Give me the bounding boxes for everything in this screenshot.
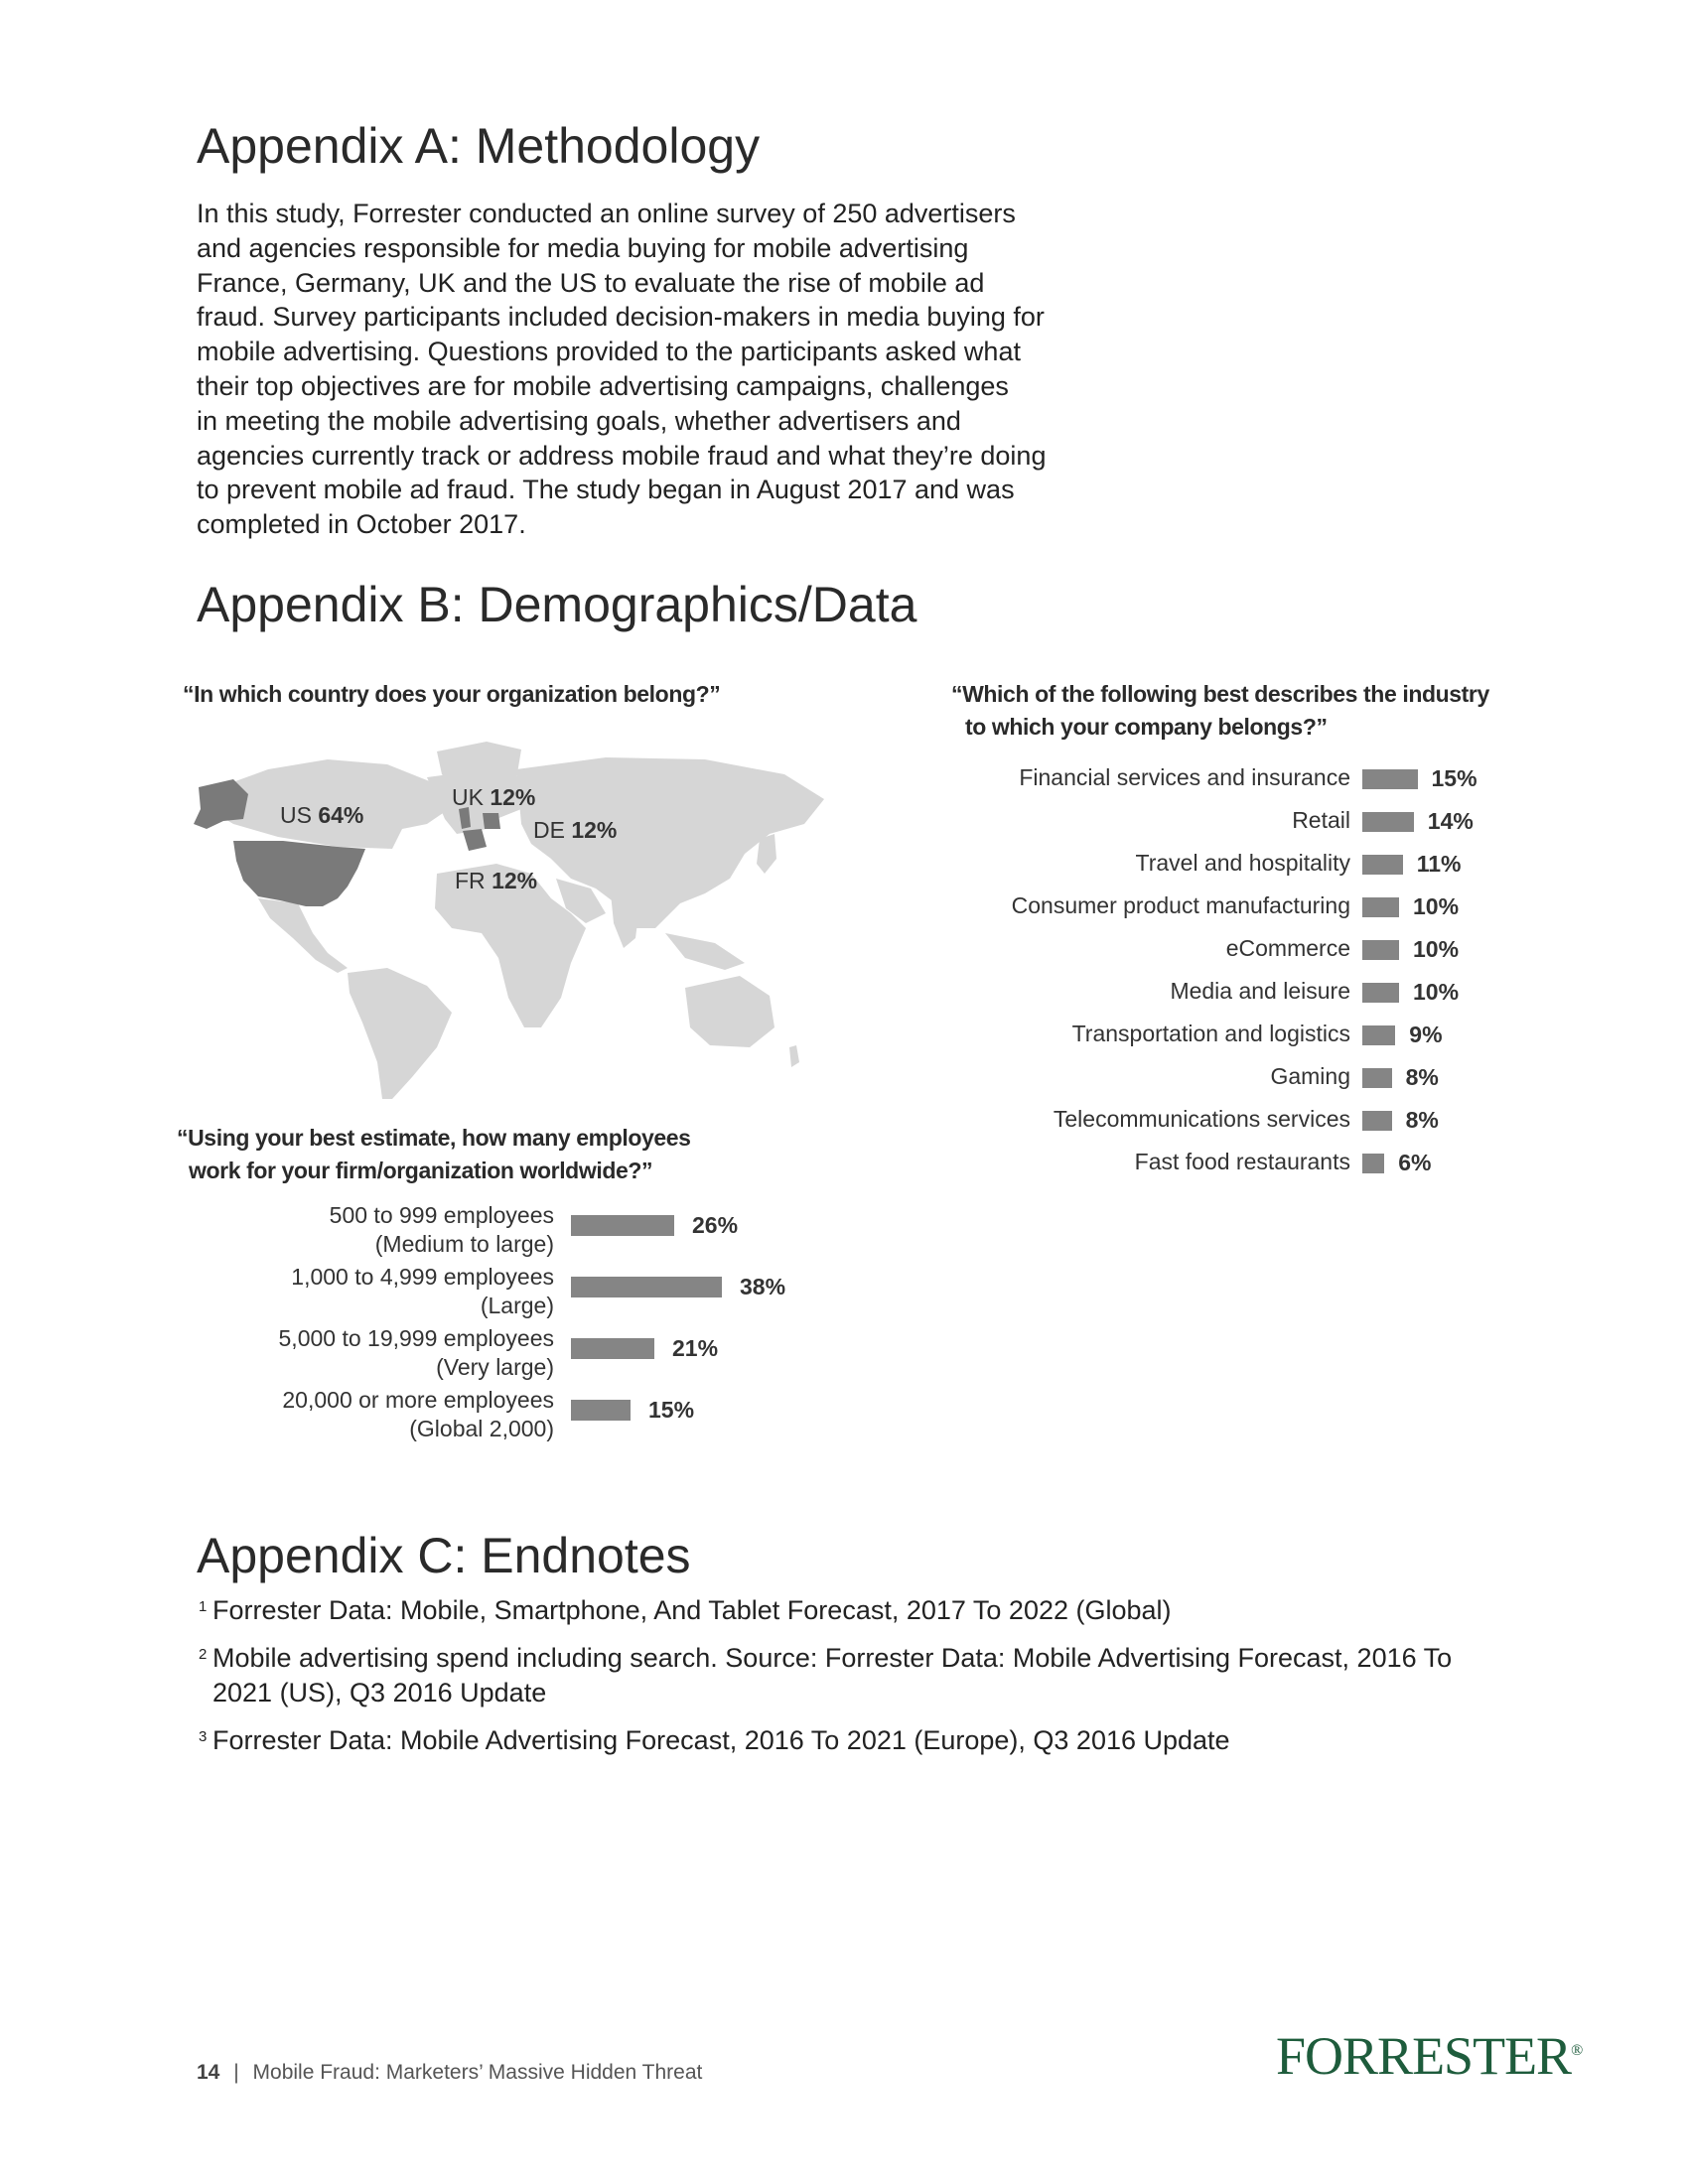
industry-label: Consumer product manufacturing bbox=[1011, 892, 1350, 918]
appendix-b-title: Appendix B: Demographics/Data bbox=[197, 577, 917, 632]
bar-value-label: 9% bbox=[1409, 1022, 1443, 1047]
industry-labels bbox=[953, 764, 1350, 1191]
appendix-c-title: Appendix C: Endnotes bbox=[197, 1528, 691, 1583]
forrester-logo bbox=[1276, 2025, 1582, 2087]
bar-2 bbox=[1362, 855, 1403, 875]
employee-chart bbox=[228, 1201, 824, 1449]
bar-1 bbox=[571, 1277, 722, 1297]
bar-1 bbox=[1362, 812, 1414, 832]
footer-separator: | bbox=[233, 2061, 239, 2084]
country-question bbox=[183, 678, 720, 711]
bar-0 bbox=[571, 1215, 674, 1236]
bar-7 bbox=[1362, 1068, 1392, 1088]
endnote-3 bbox=[199, 1723, 1230, 1758]
bar-value-label: 8% bbox=[1405, 1064, 1439, 1090]
industry-label: Travel and hospitality bbox=[1135, 850, 1350, 876]
germany-shape bbox=[483, 813, 500, 829]
endnote-line: 2021 (US), Q3 2016 Update bbox=[212, 1678, 547, 1707]
bar-value-label: 15% bbox=[1431, 765, 1477, 791]
bar-value-label: 11% bbox=[1416, 851, 1462, 877]
industry-label: Media and leisure bbox=[1170, 978, 1350, 1004]
methodology-paragraph bbox=[197, 197, 1110, 542]
bar-8 bbox=[1362, 1111, 1392, 1131]
forrester-logo-text: FORRESTER bbox=[1276, 2026, 1572, 2086]
bar-value-label: 15% bbox=[648, 1396, 695, 1423]
bar-value-label: 38% bbox=[740, 1273, 786, 1299]
industry-label: Gaming bbox=[1270, 1063, 1350, 1089]
france-shape bbox=[463, 829, 487, 851]
employee-question bbox=[177, 1122, 691, 1187]
bar-value-label: 6% bbox=[1398, 1150, 1432, 1175]
bar-2 bbox=[571, 1338, 654, 1359]
bar-5 bbox=[1362, 983, 1399, 1003]
footer bbox=[197, 2061, 702, 2085]
employee-label: 5,000 to 19,999 employees (Very large) bbox=[278, 1325, 554, 1380]
bar-3 bbox=[571, 1400, 631, 1421]
bar-6 bbox=[1362, 1025, 1395, 1045]
endnote-2 bbox=[199, 1641, 1453, 1710]
endnote-number: 2 bbox=[199, 1646, 208, 1663]
endnote-1 bbox=[199, 1593, 1172, 1628]
map-label-fr: FR 12% bbox=[455, 868, 538, 893]
industry-chart bbox=[953, 764, 1509, 1191]
industry-question bbox=[951, 678, 1489, 744]
methodology-line: mobile advertising. Questions provided to the participants asked what bbox=[197, 337, 1021, 367]
endnote-line: Forrester Data: Mobile, Smartphone, And Tablet Forecast, 2017 To 2022 (Global) bbox=[212, 1595, 1172, 1625]
japan-shape bbox=[757, 834, 776, 874]
mexico-shape bbox=[258, 898, 348, 973]
methodology-line: In this study, Forrester conducted an online survey of 250 advertisers bbox=[197, 199, 1016, 228]
india-shape bbox=[611, 893, 640, 948]
methodology-line: completed in October 2017. bbox=[197, 509, 526, 540]
bar-value-label: 14% bbox=[1427, 808, 1474, 834]
employee-label: 1,000 to 4,999 employees (Large) bbox=[291, 1264, 554, 1318]
bar-0 bbox=[1362, 769, 1418, 789]
methodology-line: agencies currently track or address mobile fraud and what they’re doing bbox=[197, 440, 1047, 471]
employee-labels bbox=[228, 1201, 554, 1449]
methodology-line: to prevent mobile ad fraud. The study began in August 2017 and was bbox=[197, 475, 1015, 505]
world-map bbox=[189, 730, 834, 1107]
southeast-asia-shape bbox=[665, 933, 745, 970]
map-label-de: DE 12% bbox=[533, 817, 618, 843]
industry-label: Transportation and logistics bbox=[1071, 1021, 1350, 1046]
methodology-line: France, Germany, UK and the US to evaluate the rise of mobile ad bbox=[197, 267, 985, 298]
bar-value-label: 10% bbox=[1413, 893, 1460, 919]
bar-4 bbox=[1362, 940, 1399, 960]
industry-label: Financial services and insurance bbox=[1019, 764, 1350, 790]
employee-question-line: “Using your best estimate, how many employees bbox=[177, 1125, 691, 1151]
employee-label: 500 to 999 employees (Medium to large) bbox=[329, 1202, 554, 1257]
bar-value-label: 8% bbox=[1405, 1107, 1439, 1133]
industry-label: Retail bbox=[1292, 807, 1350, 833]
methodology-line: in meeting the mobile advertising goals, whether advertisers and bbox=[197, 405, 961, 436]
south-america-shape bbox=[348, 968, 452, 1099]
bar-9 bbox=[1362, 1154, 1384, 1173]
map-label-uk: UK 12% bbox=[452, 784, 536, 810]
industry-label: eCommerce bbox=[1225, 935, 1350, 961]
endnote-number: 3 bbox=[199, 1728, 208, 1745]
endnote-line: Forrester Data: Mobile Advertising Forecast, 2016 To 2021 (Europe), Q3 2016 Update bbox=[212, 1725, 1230, 1755]
registered-mark: ® bbox=[1571, 2042, 1583, 2059]
employee-bars bbox=[571, 1201, 824, 1449]
document-title: Mobile Fraud: Marketers’ Massive Hidden Threat bbox=[252, 2061, 703, 2084]
industry-label: Fast food restaurants bbox=[1134, 1149, 1350, 1174]
employee-question-line: work for your firm/organization worldwide?” bbox=[189, 1158, 653, 1183]
map-label-us: US 64% bbox=[280, 802, 364, 828]
usa-shape bbox=[233, 841, 365, 906]
australia-shape bbox=[685, 976, 774, 1047]
bar-value-label: 26% bbox=[692, 1211, 739, 1238]
industry-question-line: to which your company belongs?” bbox=[965, 714, 1328, 740]
industry-label: Telecommunications services bbox=[1053, 1106, 1350, 1132]
industry-question-line: “Which of the following best describes the industry bbox=[951, 681, 1489, 707]
country-question-text: “In which country does your organization belong?” bbox=[183, 681, 721, 707]
methodology-line: fraud. Survey participants included decision-makers in media buying for bbox=[197, 302, 1045, 333]
new-zealand-shape bbox=[789, 1045, 799, 1067]
methodology-line: their top objectives are for mobile advertising campaigns, challenges bbox=[197, 370, 1009, 401]
endnote-number: 1 bbox=[199, 1598, 208, 1615]
page-number: 14 bbox=[197, 2061, 220, 2084]
bar-value-label: 10% bbox=[1413, 936, 1460, 962]
bar-3 bbox=[1362, 897, 1399, 917]
employee-label: 20,000 or more employees (Global 2,000) bbox=[282, 1387, 554, 1441]
endnote-line: Mobile advertising spend including search. Source: Forrester Data: Mobile Advertising Forecast, 2016 To bbox=[212, 1643, 1453, 1673]
bar-value-label: 21% bbox=[672, 1334, 719, 1361]
bar-value-label: 10% bbox=[1413, 979, 1460, 1005]
industry-bars bbox=[1362, 764, 1509, 1191]
appendix-a-title: Appendix A: Methodology bbox=[197, 118, 761, 174]
methodology-line: and agencies responsible for media buying for mobile advertising bbox=[197, 232, 969, 263]
